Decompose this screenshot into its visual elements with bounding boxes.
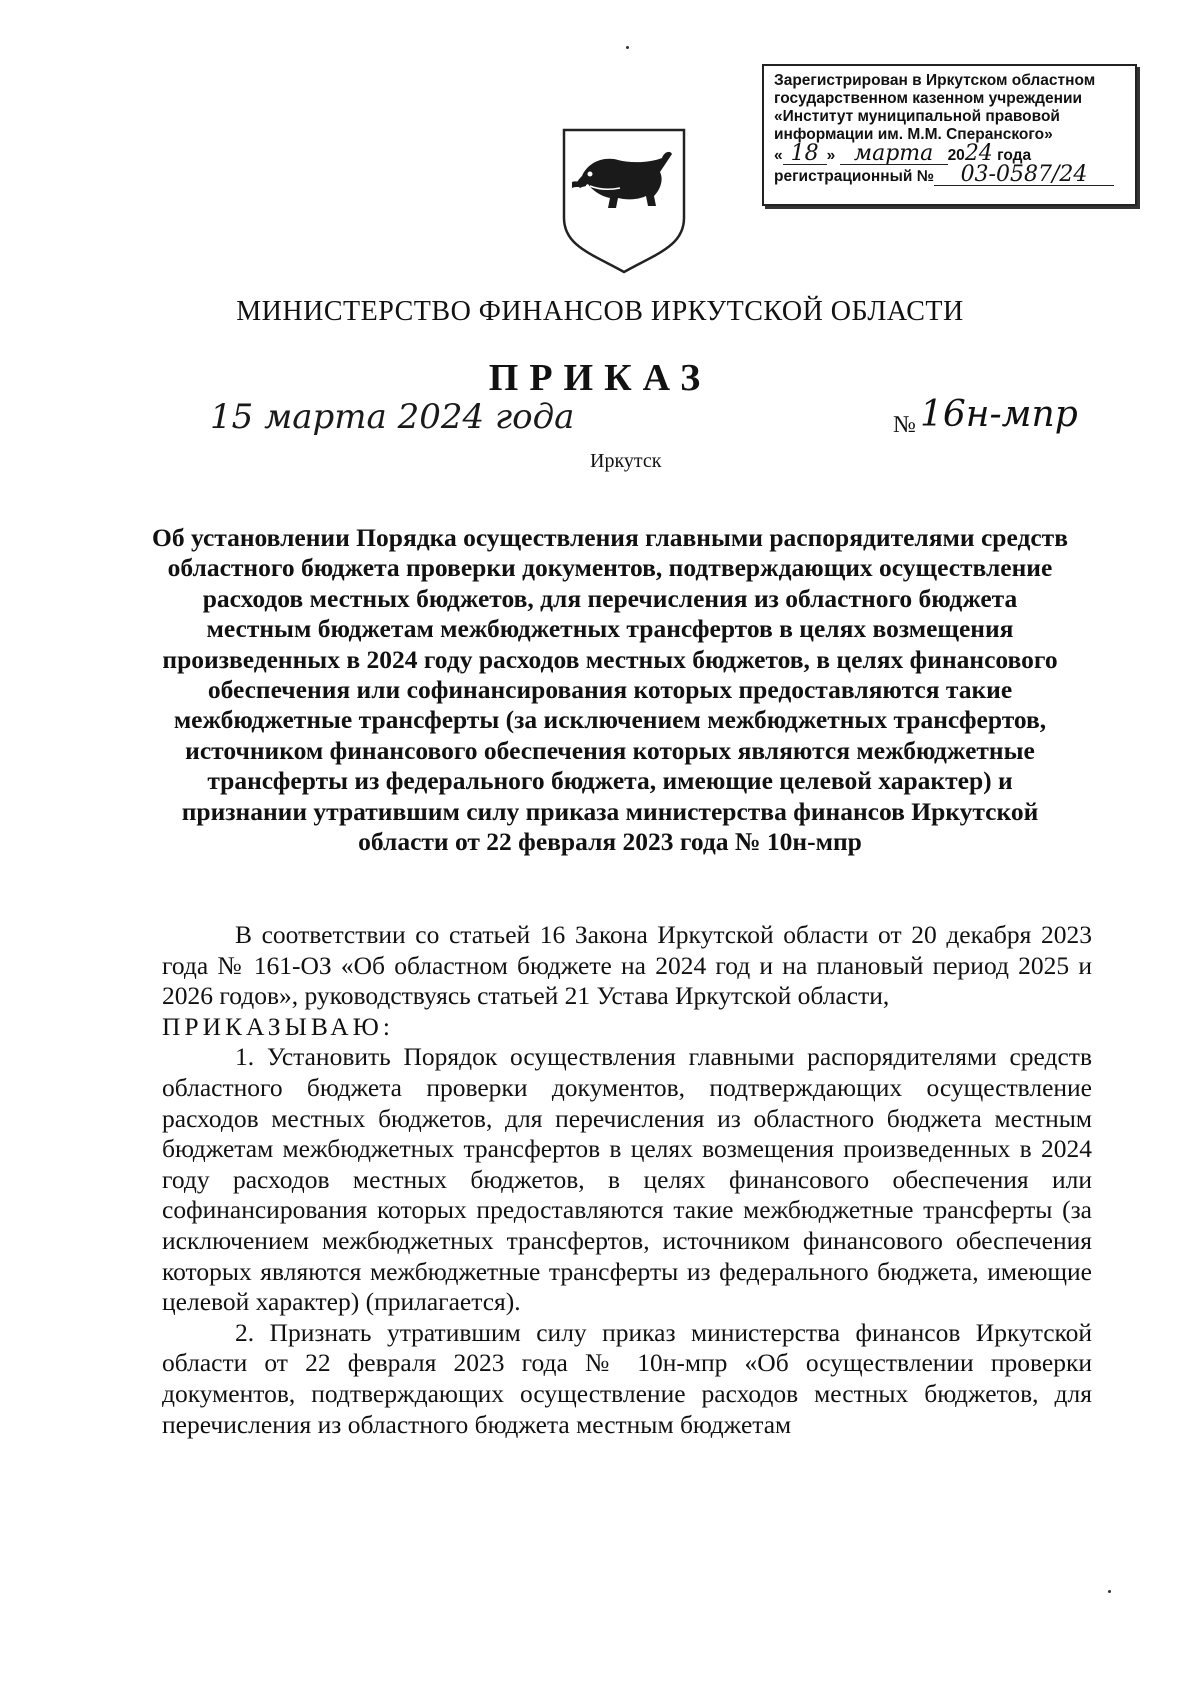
- order-title: Об установлении Порядка осуществления главными распорядителями средств областного бюджета проверки документов, подтверждающих осуществление расходов местных бюджетов, для перечисления из областного бюджета местным бюджетам межбюджетных трансфертов в целях возмещения произведенных в 2024 году расходов местных бюджетов, в целях финансового обеспечения или софинансирования которых предоставляются такие межбюджетные трансферты (за исключением межбюджетных трансфертов, источником финансового обеспечения которых являются межбюджетные трансферты из федерального бюджета, имеющие целевой характер) и признании утратившим силу приказа министерства финансов Иркутской области от 22 февраля 2023 года № 10н-мпр: [152, 523, 1068, 857]
- stamp-line-1: Зарегистрирован в Иркутском областном: [774, 72, 1096, 89]
- stamp-open-quote: «: [774, 147, 783, 164]
- stamp-day: 18: [783, 144, 827, 165]
- stamp-year-suffix: 24: [964, 141, 993, 166]
- coat-of-arms-icon: [560, 126, 688, 276]
- order-word: ПРИКАЗЫВАЮ:: [162, 1011, 394, 1041]
- preamble-paragraph: В соответствии со статьей 16 Закона Иркутской области от 20 декабря 2023 года № 161-ОЗ «Об областном бюджете на 2024 год и на плановый период 2025 и 2026 годов», руководствуясь статьей 21 Устава Иркутской области,: [162, 920, 1092, 1011]
- order-number-label: №: [893, 412, 916, 438]
- item-1-paragraph: 1. Установить Порядок осуществления главными распорядителями средств областного бюджета проверки документов, подтверждающих осуществление расходов местных бюджетов, для перечисления из областного бюджета местным бюджетам межбюджетных трансфертов в целях возмещения произведенных в 2024 году расходов местных бюджетов, в целях финансового обеспечения или софинансирования которых предоставляются такие межбюджетные трансферты (за исключением межбюджетных трансфертов, источником финансового обеспечения которых являются межбюджетные трансферты из федерального бюджета, имеющие целевой характер) (прилагается).: [162, 1042, 1092, 1317]
- order-body: [162, 920, 1092, 1440]
- document-type: ПРИКАЗ: [488, 357, 712, 399]
- stamp-line-2: государственном казенном учреждении: [774, 90, 1083, 107]
- stamp-reg-label: регистрационный №: [774, 168, 934, 185]
- stamp-month: марта: [840, 144, 948, 165]
- stamp-year-word: года: [997, 147, 1032, 164]
- stamp-year-prefix: 20: [947, 147, 965, 164]
- scan-speck: [626, 46, 629, 49]
- stamp-line-3: «Институт муниципальной правовой: [774, 108, 1060, 125]
- stamp-line-4: информации им. М.М. Сперанского»: [774, 126, 1053, 143]
- order-date: 15 марта 2024 года: [210, 397, 575, 437]
- item-2-paragraph: 2. Признать утратившим силу приказ министерства финансов Иркутской области от 22 февраля 2023 года № 10н-мпр «Об осуществлении проверки документов, подтверждающих осуществление расходов местных бюджетов, для перечисления из областного бюджета местным бюджетам: [162, 1317, 1092, 1439]
- registration-stamp: [762, 64, 1137, 206]
- stamp-reg-number: 03-0587/24: [934, 165, 1114, 186]
- scan-speck: [1108, 1590, 1111, 1593]
- stamp-reg-line: [774, 162, 1127, 187]
- order-city: Иркутск: [590, 450, 662, 472]
- stamp-close-quote: »: [826, 147, 836, 164]
- order-number: 16н-мпр: [920, 394, 1078, 435]
- ministry-name: МИНИСТЕРСТВО ФИНАНСОВ ИРКУТСКОЙ ОБЛАСТИ: [236, 296, 964, 327]
